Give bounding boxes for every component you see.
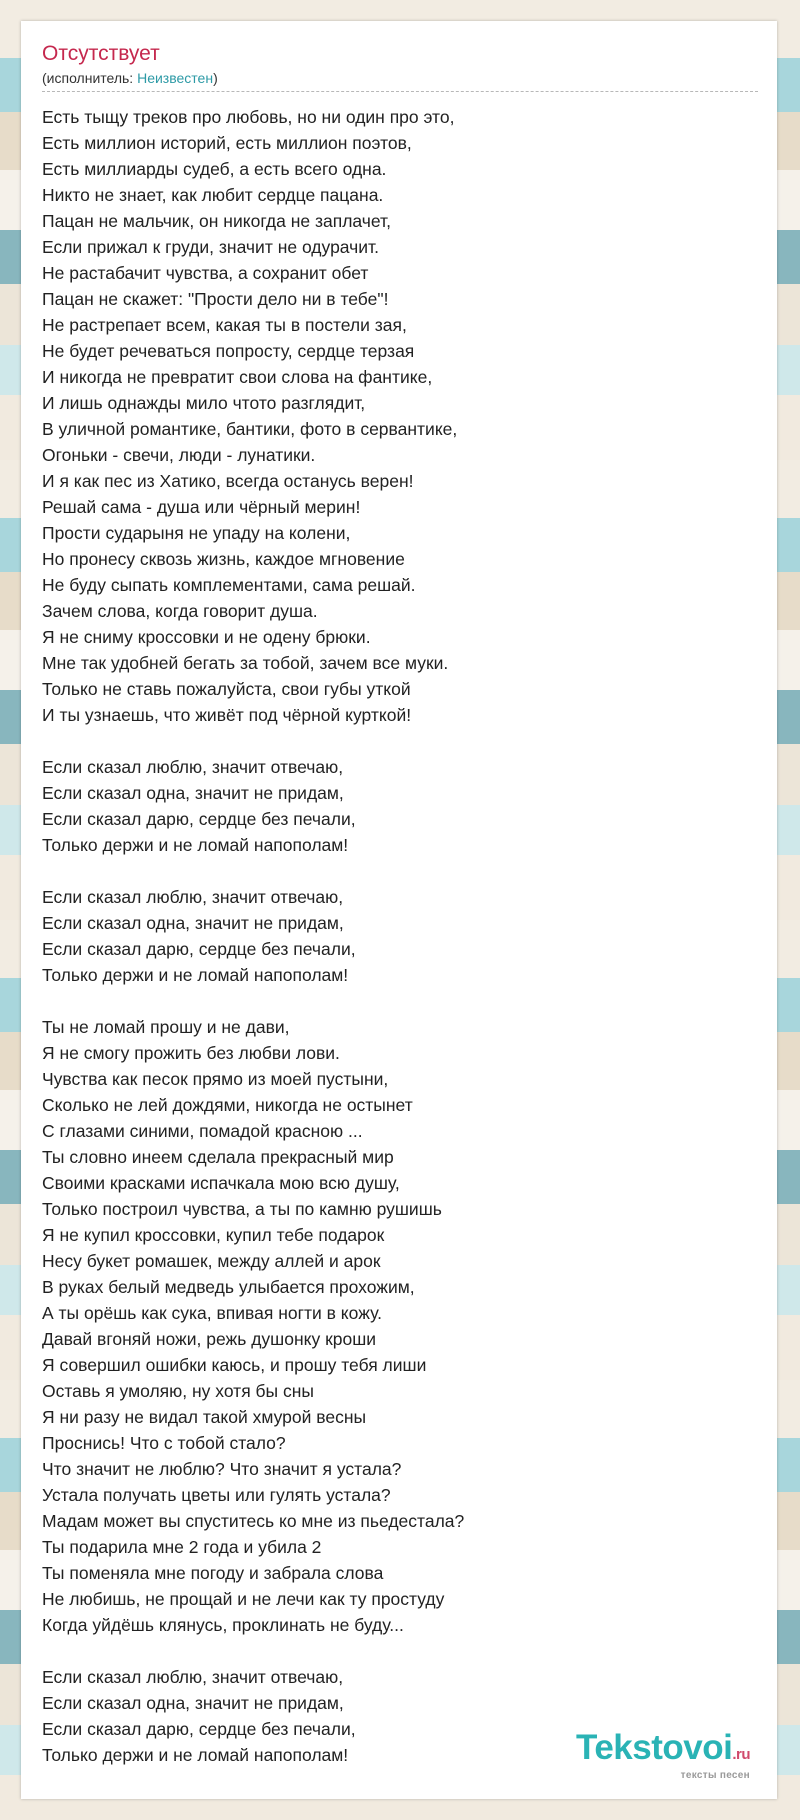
lyrics-line: Только не ставь пожалуйста, свои губы уткой: [42, 679, 411, 699]
lyrics-line: Зачем слова, когда говорит душа.: [42, 601, 318, 621]
lyrics-line: С глазами синими, помадой красною ...: [42, 1121, 363, 1141]
lyrics-line: Есть тыщу треков про любовь, но ни один про это,: [42, 107, 455, 127]
lyrics-line: Если сказал люблю, значит отвечаю,: [42, 1667, 344, 1687]
lyrics-line: Ты подарила мне 2 года и убила 2: [42, 1537, 322, 1557]
performer-link[interactable]: Неизвестен: [137, 70, 214, 86]
lyrics-line: Мадам может вы спуститесь ко мне из пьедестала?: [42, 1511, 465, 1531]
lyrics-line: Не растрепает всем, какая ты в постели зая,: [42, 315, 407, 335]
logo-tld: .ru: [732, 1746, 750, 1763]
lyrics-line: Пацан не скажет: "Прости дело ни в тебе"!: [42, 289, 389, 309]
lyrics-line: Огоньки - свечи, люди - лунатики.: [42, 445, 316, 465]
lyrics-line: Чувства как песок прямо из моей пустыни,: [42, 1069, 389, 1089]
lyrics-line: Я не смогу прожить без любви лови.: [42, 1043, 340, 1063]
lyrics-line: И я как пес из Хатико, всегда останусь верен!: [42, 471, 414, 491]
lyrics-line: Когда уйдёшь клянусь, проклинать не буду...: [42, 1615, 404, 1635]
lyrics-text: [42, 104, 758, 1794]
lyrics-line: Своими красками испачкала мою всю душу,: [42, 1173, 400, 1193]
song-title: Отсутствует: [42, 42, 160, 65]
lyrics-line: Но пронесу сквозь жизнь, каждое мгновение: [42, 549, 405, 569]
logo-wordmark: [576, 1730, 750, 1773]
lyrics-stanza: [42, 884, 758, 988]
lyrics-line: Я ни разу не видал такой хмурой весны: [42, 1407, 367, 1427]
lyrics-line: И ты узнаешь, что живёт под чёрной курткой!: [42, 705, 412, 725]
lyrics-line: Если сказал люблю, значит отвечаю,: [42, 887, 344, 907]
lyrics-line: Есть миллиарды судеб, а есть всего одна.: [42, 159, 387, 179]
lyrics-line: Оставь я умоляю, ну хотя бы сны: [42, 1381, 314, 1401]
lyrics-card: [21, 21, 777, 1799]
lyrics-line: Только держи и не ломай напополам!: [42, 835, 349, 855]
lyrics-line: Только держи и не ломай напополам!: [42, 965, 349, 985]
lyrics-line: Несу букет ромашек, между аллей и арок: [42, 1251, 381, 1271]
performer-prefix: (исполнитель:: [42, 70, 138, 86]
lyrics-line: И никогда не превратит свои слова на фантике,: [42, 367, 433, 387]
lyrics-line: В руках белый медведь улыбается прохожим,: [42, 1277, 415, 1297]
lyrics-line: Я совершил ошибки каюсь, и прошу тебя лиши: [42, 1355, 427, 1375]
logo-tagline: тексты песен: [680, 1770, 750, 1781]
lyrics-line: Прости сударыня не упаду на колени,: [42, 523, 351, 543]
lyrics-line: Ты поменяла мне погоду и забрала слова: [42, 1563, 384, 1583]
lyrics-line: Я не купил кроссовки, купил тебе подарок: [42, 1225, 385, 1245]
lyrics-line: В уличной романтике, бантики, фото в сервантике,: [42, 419, 458, 439]
lyrics-line: Давай вгоняй ножи, режь душонку кроши: [42, 1329, 377, 1349]
lyrics-stanza: [42, 754, 758, 858]
song-header: [42, 41, 758, 87]
lyrics-line: Если сказал дарю, сердце без печали,: [42, 809, 356, 829]
lyrics-stanza: [42, 104, 758, 728]
lyrics-line: Если сказал люблю, значит отвечаю,: [42, 757, 344, 777]
lyrics-line: Не будет речеваться попросту, сердце терзая: [42, 341, 415, 361]
lyrics-line: Решай сама - душа или чёрный мерин!: [42, 497, 361, 517]
lyrics-line: Ты не ломай прошу и не дави,: [42, 1017, 290, 1037]
lyrics-line: Ты словно инеем сделала прекрасный мир: [42, 1147, 394, 1167]
lyrics-line: Сколько не лей дождями, никогда не остынет: [42, 1095, 413, 1115]
lyrics-line: Пацан не мальчик, он никогда не заплачет,: [42, 211, 391, 231]
lyrics-line: Если сказал дарю, сердце без печали,: [42, 939, 356, 959]
lyrics-line: Если прижал к груди, значит не одурачит.: [42, 237, 379, 257]
site-logo[interactable]: [576, 1730, 750, 1781]
logo-name: Tekstovoi: [576, 1728, 733, 1767]
lyrics-line: Только держи и не ломай напополам!: [42, 1745, 349, 1765]
lyrics-line: Что значит не люблю? Что значит я устала?: [42, 1459, 402, 1479]
lyrics-line: Если сказал дарю, сердце без печали,: [42, 1719, 356, 1739]
lyrics-line: Никто не знает, как любит сердце пацана.: [42, 185, 384, 205]
performer-line: [42, 69, 758, 87]
lyrics-line: Проснись! Что с тобой стало?: [42, 1433, 286, 1453]
lyrics-line: Мне так удобней бегать за тобой, зачем все муки.: [42, 653, 449, 673]
lyrics-line: Если сказал одна, значит не придам,: [42, 913, 344, 933]
lyrics-line: Не любишь, не прощай и не лечи как ту простуду: [42, 1589, 445, 1609]
lyrics-line: Не буду сыпать комплементами, сама решай.: [42, 575, 416, 595]
lyrics-line: И лишь однажды мило чтото разглядит,: [42, 393, 366, 413]
lyrics-line: А ты орёшь как сука, впивая ногти в кожу.: [42, 1303, 382, 1323]
lyrics-line: Есть миллион историй, есть миллион поэтов,: [42, 133, 412, 153]
lyrics-line: Только построил чувства, а ты по камню рушишь: [42, 1199, 442, 1219]
lyrics-line: Я не сниму кроссовки и не одену брюки.: [42, 627, 371, 647]
header-divider: [42, 91, 758, 92]
performer-suffix: ): [213, 70, 218, 86]
lyrics-line: Устала получать цветы или гулять устала?: [42, 1485, 391, 1505]
lyrics-line: Если сказал одна, значит не придам,: [42, 783, 344, 803]
lyrics-line: Не растабачит чувства, а сохранит обет: [42, 263, 369, 283]
lyrics-stanza: [42, 1014, 758, 1638]
lyrics-line: Если сказал одна, значит не придам,: [42, 1693, 344, 1713]
